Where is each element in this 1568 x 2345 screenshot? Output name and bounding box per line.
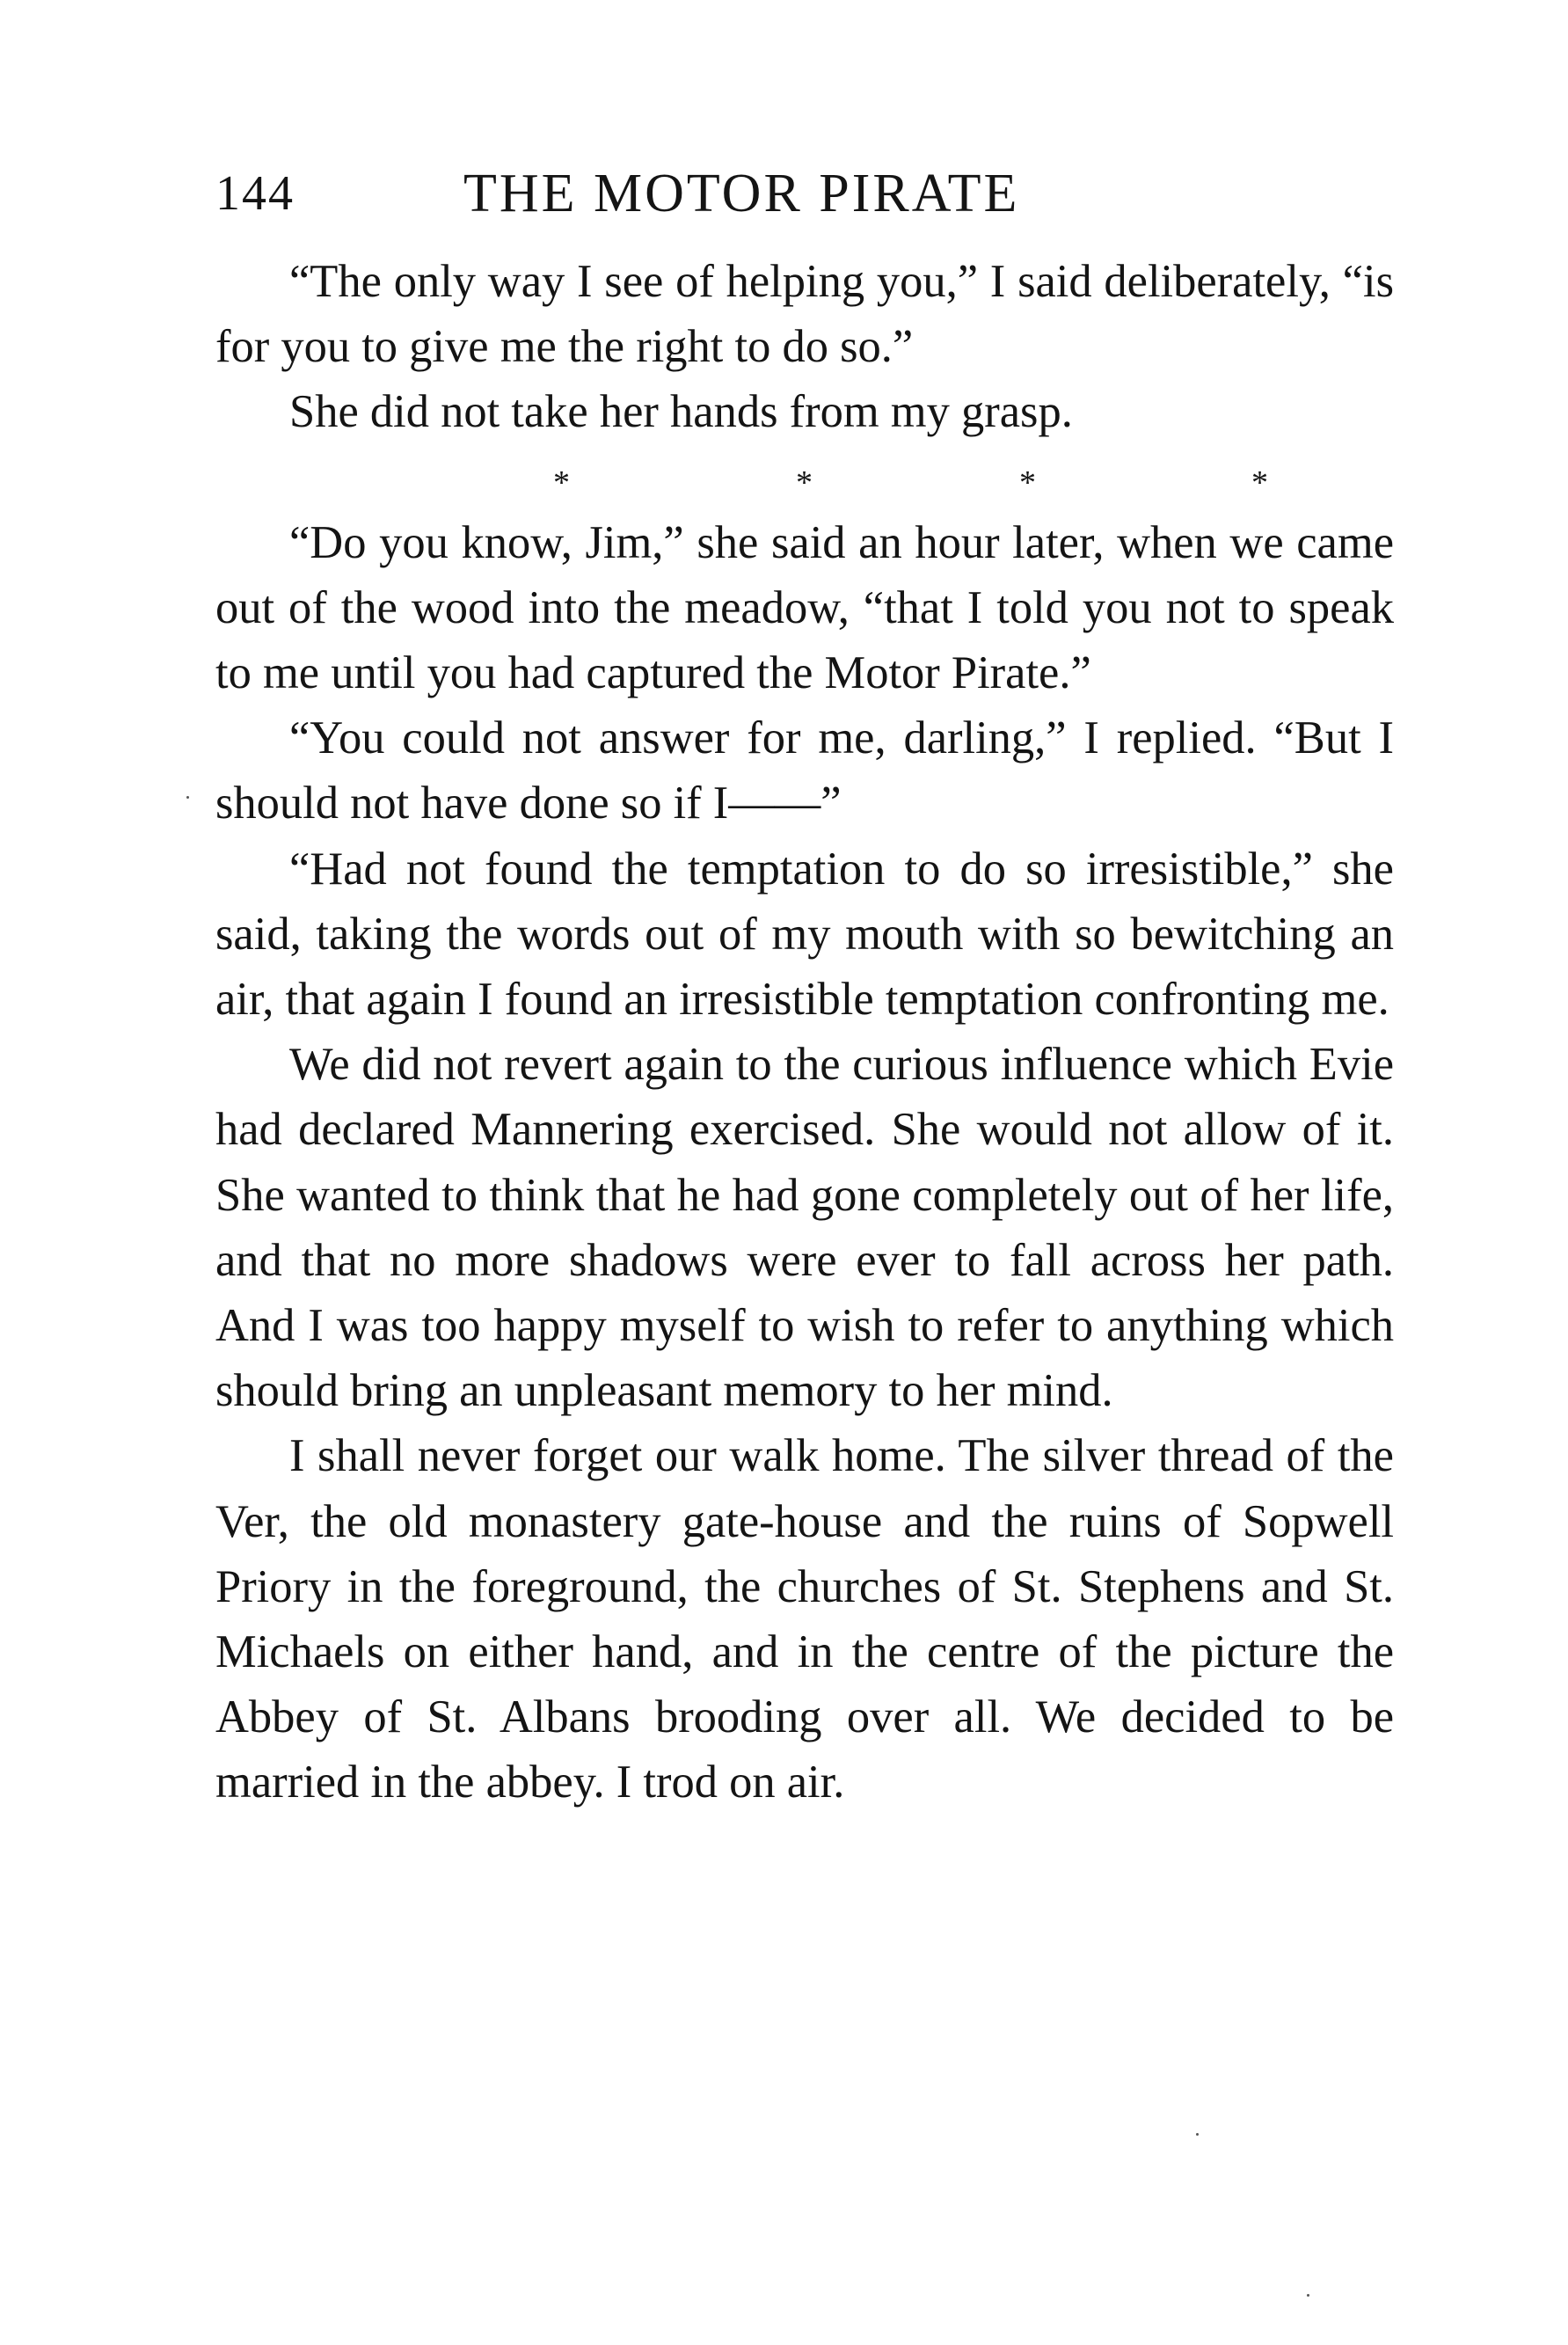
- running-title: THE MOTOR PIRATE: [463, 164, 1020, 223]
- asterisk-3: *: [1019, 464, 1036, 501]
- paragraph-4: “You could not answer for me, darling,” I replied. “But I should not have done so if I——”: [215, 712, 1394, 829]
- paragraph-7: I shall never forget our walk home. The silver thread of the Ver, the old monastery gate-house and the ruins of Sopwell Priory in the foreground, the churches of St. Stephens and St. Michaels on either hand, and in the centre of the picture the Abbey of St. Albans brooding over all. We decided to be married in the abbey. I trod on air.: [215, 1430, 1394, 1808]
- paragraph-1: “The only way I see of helping you,” I said deliberately, “is for you to give me the right to do so.”: [215, 256, 1394, 373]
- paper-speck: [1196, 2133, 1199, 2136]
- paper-speck: [1307, 2294, 1309, 2297]
- paragraph-2: She did not take her hands from my grasp.: [289, 386, 1073, 438]
- asterisk-1: *: [553, 464, 570, 501]
- paragraph-6: We did not revert again to the curious influence which Evie had declared Mannering exercised. She would not allow of it. She wanted to think that he had gone completely out of her life, and that no more shadows were ever to fall across her path. And I was too happy myself to wish to refer to anything which should bring an unpleasant memory to her mind.: [215, 1039, 1394, 1417]
- page-header: [215, 158, 1394, 229]
- section-break: [215, 445, 1394, 510]
- paragraph-5: “Had not found the temptation to do so irresistible,” she said, taking the words out of my mouth with so bewitching an air, that again I found an irresistible temptation confronting me.: [215, 843, 1394, 1026]
- paragraph-3: “Do you know, Jim,” she said an hour later, when we came out of the wood into the meadow, “that I told you not to speak to me until you had captured the Motor Pirate.”: [215, 516, 1394, 699]
- asterisk-4: *: [1251, 464, 1268, 501]
- asterisk-2: *: [796, 464, 813, 501]
- page-number: 144: [215, 166, 295, 221]
- paper-speck: [186, 796, 189, 799]
- body-text: [215, 249, 1394, 1815]
